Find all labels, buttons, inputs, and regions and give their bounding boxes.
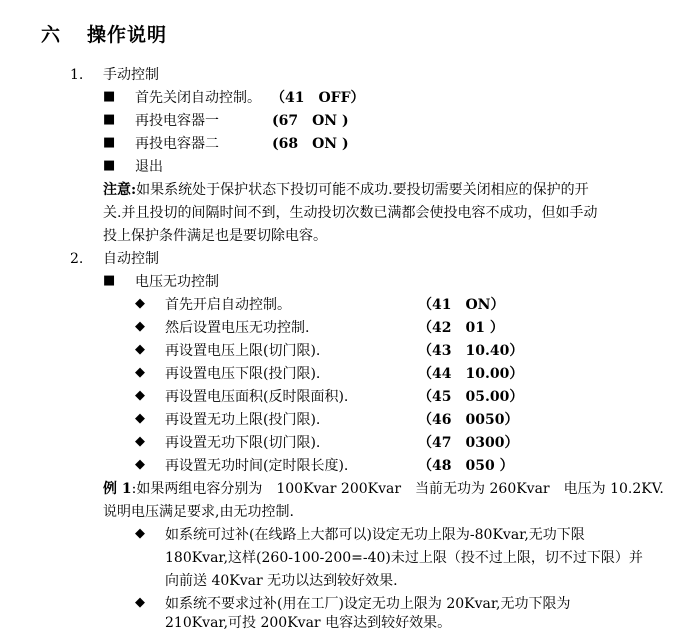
s2-step-text: 再设置无功下限(切门限). bbox=[165, 435, 321, 451]
example-bullet-line: 180Kvar,这样(260-100-200=-40)未过上限（投不过上限，切不过下限）并 bbox=[165, 550, 643, 566]
diamond-bullet-icon: ◆ bbox=[135, 296, 145, 311]
note-label: 注意: bbox=[103, 182, 137, 198]
diamond-bullet-icon: ◆ bbox=[135, 319, 145, 334]
section-number: 六 bbox=[41, 24, 62, 46]
note-line: 投上保护条件满足也是要切除电容。 bbox=[103, 228, 327, 244]
s2-step-code: （47 0300） bbox=[418, 435, 519, 451]
square-bullet-icon: ■ bbox=[103, 89, 116, 104]
diamond-bullet-icon: ◆ bbox=[135, 342, 145, 357]
s2-title: 自动控制 bbox=[103, 251, 159, 267]
example-bullet-line: 如系统可过补(在线路上大都可以)设定无功上限为-80Kvar,无功下限 bbox=[165, 527, 585, 543]
s2-step-code: （43 10.40） bbox=[418, 343, 524, 359]
s1-number: 1. bbox=[70, 67, 84, 83]
square-bullet-icon: ■ bbox=[103, 135, 116, 150]
s2-step-code: （46 0050） bbox=[418, 412, 519, 428]
example-label: 例 1 bbox=[103, 481, 132, 497]
diamond-bullet-icon: ◆ bbox=[135, 411, 145, 426]
s2-step-code: （48 050 ） bbox=[418, 458, 514, 474]
s2-number: 2. bbox=[70, 251, 84, 267]
s1-item-text: 再投电容器二 bbox=[135, 136, 219, 152]
s2-step-text: 再设置电压上限(切门限). bbox=[165, 343, 321, 359]
s2-step-code: （41 ON） bbox=[418, 297, 505, 313]
note-line bbox=[103, 181, 589, 199]
s2-step-text: 再设置电压下限(投门限). bbox=[165, 366, 321, 382]
example-line bbox=[103, 480, 664, 498]
s2-step-text: 首先开启自动控制。 bbox=[165, 297, 291, 313]
s2-step-code: （45 05.00） bbox=[418, 389, 524, 405]
s2-step-code: （42 01 ） bbox=[418, 320, 504, 336]
square-bullet-icon: ■ bbox=[103, 158, 116, 173]
example-bullet-line: 向前送 40Kvar 无功以达到较好效果. bbox=[165, 573, 398, 589]
section-title: 操作说明 bbox=[87, 24, 168, 46]
square-bullet-icon: ■ bbox=[103, 273, 116, 288]
example-bullet-line: 210Kvar,可投 200Kvar 电容达到较好效果。 bbox=[165, 615, 452, 631]
s2-step-code: （44 10.00） bbox=[418, 366, 524, 382]
diamond-bullet-icon: ◆ bbox=[135, 595, 145, 610]
example-line: 说明电压满足要求,由无功控制. bbox=[103, 504, 294, 520]
s2-step-text: 再设置无功上限(投门限). bbox=[165, 412, 321, 428]
s1-item-text: 首先关闭自动控制。 bbox=[135, 90, 261, 106]
s2-step-text: 然后设置电压无功控制. bbox=[165, 320, 310, 336]
s1-item-code: （41 OFF） bbox=[271, 90, 365, 106]
s2-step-text: 再设置无功时间(定时限长度). bbox=[165, 458, 349, 474]
s1-item-code: (67 ON ) bbox=[272, 113, 349, 129]
note-text: 如果系统处于保护状态下投切可能不成功.要投切需要关闭相应的保护的开 bbox=[136, 182, 589, 198]
diamond-bullet-icon: ◆ bbox=[135, 434, 145, 449]
square-bullet-icon: ■ bbox=[103, 112, 116, 127]
diamond-bullet-icon: ◆ bbox=[135, 457, 145, 472]
diamond-bullet-icon: ◆ bbox=[135, 365, 145, 380]
s2-sub-title: 电压无功控制 bbox=[135, 274, 219, 290]
s1-item-text: 退出 bbox=[135, 159, 163, 175]
diamond-bullet-icon: ◆ bbox=[135, 526, 145, 541]
example-text: :如果两组电容分别为 100Kvar 200Kvar 当前无功为 260Kvar 电压为 10.2KV. bbox=[131, 481, 664, 497]
s1-item-text: 再投电容器一 bbox=[135, 113, 219, 129]
diamond-bullet-icon: ◆ bbox=[135, 388, 145, 403]
s2-step-text: 再设置电压面积(反时限面积). bbox=[165, 389, 349, 405]
s1-item-code: (68 ON ) bbox=[272, 136, 349, 152]
example-bullet-line: 如系统不要求过补(用在工厂)设定无功上限为 20Kvar,无功下限为 bbox=[165, 596, 571, 612]
note-line: 关.并且投切的间隔时间不到，生动投切次数已满都会使投电容不成功，但如手动 bbox=[103, 205, 598, 221]
s1-title: 手动控制 bbox=[103, 67, 159, 83]
